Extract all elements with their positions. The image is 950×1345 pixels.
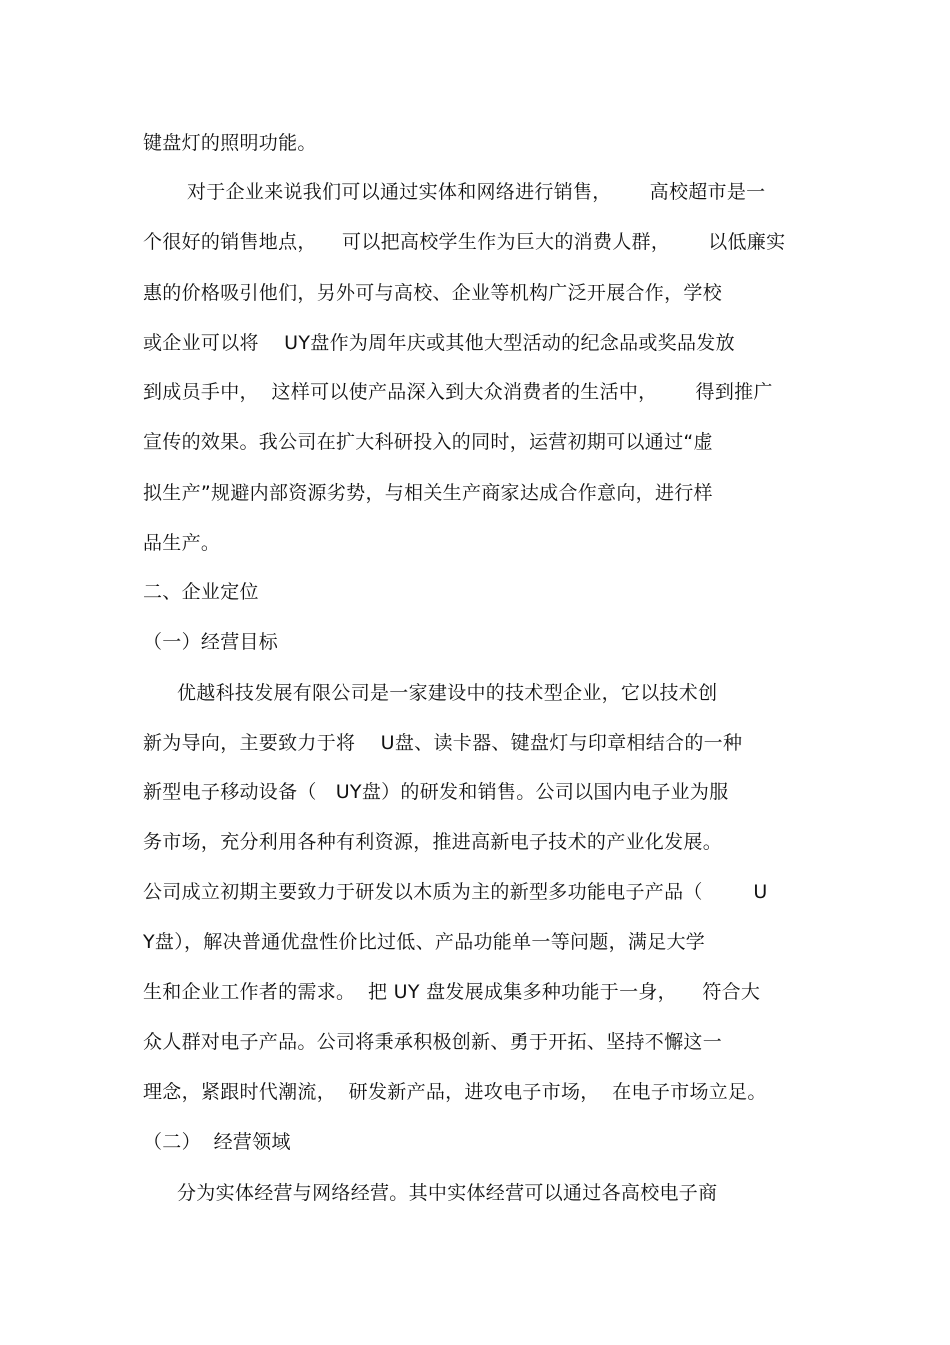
text-line-22: 分为实体经营与网络经营。其中实体经营可以通过各高校电子商 <box>177 1182 718 1204</box>
text-line-4: 惠的价格吸引他们，另外可与高校、企业等机构广泛开展合作，学校 <box>143 282 723 304</box>
subsection-heading-1: （一）经营目标 <box>143 631 279 653</box>
text-line-17: Y盘），解决普通优盘性价比过低、产品功能单一等问题，满足大学 <box>143 931 706 953</box>
text-line-8: 拟生产”规避内部资源劣势，与相关生产商家达成合作意向，进行样 <box>143 482 713 504</box>
text-line-14: 新型电子移动设备（ UY盘）的研发和销售。公司以国内电子业为服 <box>143 781 729 803</box>
text-line-2: 对于企业来说我们可以通过实体和网络进行销售， 高校超市是一 <box>187 181 766 203</box>
text-line-7: 宣传的效果。我公司在扩大科研投入的同时，运营初期可以通过“虚 <box>143 431 713 453</box>
text-line-20: 理念，紧跟时代潮流， 研发新产品，进攻电子市场， 在电子市场立足。 <box>143 1081 767 1103</box>
text-line-5: 或企业可以将 UY盘作为周年庆或其他大型活动的纪念品或奖品发放 <box>143 332 735 354</box>
text-line-16: 公司成立初期主要致力于研发以木质为主的新型多功能电子产品（ U <box>143 881 768 903</box>
text-line-3: 个很好的销售地点， 可以把高校学生作为巨大的消费人群， 以低廉实 <box>143 231 786 253</box>
section-heading-2: 二、企业定位 <box>143 581 259 603</box>
text-line-6: 到成员手中， 这样可以使产品深入到大众消费者的生活中， 得到推广 <box>143 381 773 403</box>
subsection-heading-2: （二） 经营领域 <box>143 1131 291 1153</box>
text-line-13: 新为导向，主要致力于将 U盘、读卡器、键盘灯与印章相结合的一种 <box>143 732 743 754</box>
text-line-18: 生和企业工作者的需求。 把 UY 盘发展成集多种功能于一身， 符合大 <box>143 981 761 1003</box>
text-line-15: 务市场，充分利用各种有利资源，推进高新电子技术的产业化发展。 <box>143 831 723 853</box>
text-line-12: 优越科技发展有限公司是一家建设中的技术型企业，它以技术创 <box>177 682 718 704</box>
text-line-1: 键盘灯的照明功能。 <box>143 132 317 154</box>
text-line-19: 众人群对电子产品。公司将秉承积极创新、勇于开拓、坚持不懈这一 <box>143 1031 723 1053</box>
text-line-9: 品生产。 <box>143 532 221 554</box>
